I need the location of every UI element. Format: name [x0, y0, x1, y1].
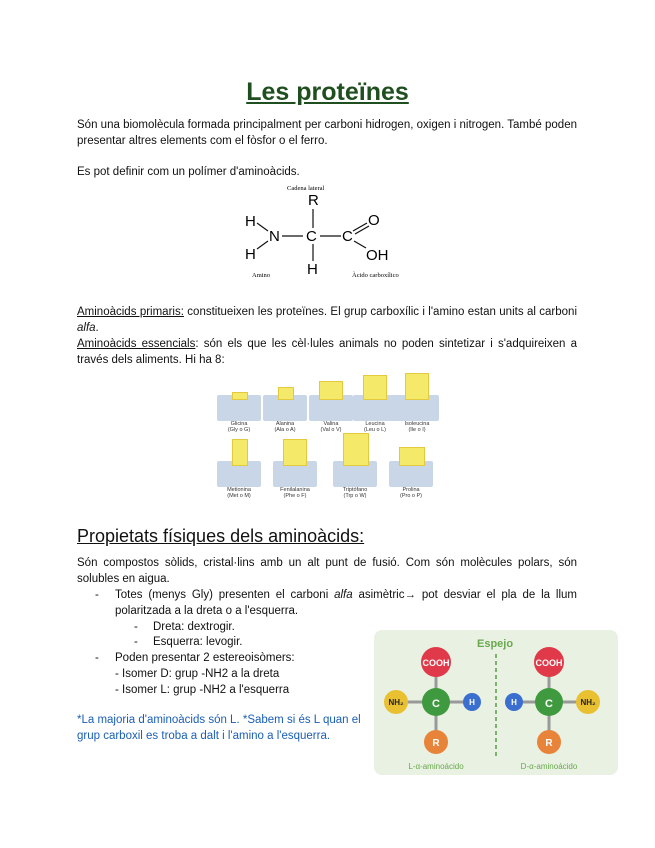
amino-acid-card: Isoleucina (Ile o I): [395, 395, 439, 433]
bullet-dash: -: [95, 589, 99, 601]
svg-text:R: R: [545, 738, 553, 749]
l-label: L-α-aminoácido: [408, 762, 464, 771]
amino-acid-card: Triptófano (Trp o W): [333, 461, 377, 499]
svg-text:C: C: [432, 698, 440, 710]
amino-acid-card: Valina (Val o V): [309, 395, 353, 433]
bullet-asymmetric: Totes (menys Gly) presenten el carboni alfa asimètric→ pot desviar el pla de la llum polaritzada a la dreta o a l'esquerra.: [115, 589, 577, 617]
essential-term: Aminoàcids essencials: [77, 338, 196, 350]
note-text: *La majoria d'aminoàcids són L. *Sabem si és L quan el grup carboxil es troba a dalt i l'amino a l'esquerra.: [77, 714, 361, 742]
isomer-l: - Isomer L: grup -NH2 a l'esquerra: [115, 684, 290, 696]
atom-h-top: H: [245, 213, 256, 230]
primary-alfa: alfa: [77, 322, 96, 334]
amino-acid-card: Prolina (Pro o P): [389, 461, 433, 499]
side-chain-label: Cadena lateral: [287, 185, 325, 192]
intro-paragraph: Són una biomolècula formada principalment per carboni hidrogen, oxigen i nitrogen. També poden presentar altres elements com el fòsfor o el ferro.: [77, 119, 577, 147]
svg-text:C: C: [545, 698, 553, 710]
atom-oh: OH: [366, 247, 389, 264]
atom-c-carboxyl: C: [342, 228, 353, 245]
sub-bullet-dextro: Dreta: dextrogir.: [153, 621, 235, 633]
intro-definition: Es pot definir com un polímer d'aminoàcids.: [77, 166, 300, 178]
bullet-stereoisomers: Poden presentar 2 estereoisòmers:: [115, 652, 295, 664]
primary-text: constitueixen les proteïnes. El grup carboxílic i l'amino estan units al carboni: [183, 306, 578, 318]
svg-text:H: H: [469, 698, 475, 707]
atom-h-bottom: H: [245, 246, 256, 263]
mirror-enantiomers-figure: [374, 630, 618, 775]
svg-text:R: R: [432, 738, 440, 749]
atom-r: R: [308, 192, 319, 209]
amino-acid-card: Glicina (Gly o G): [217, 395, 261, 433]
svg-text:COOH: COOH: [422, 658, 450, 668]
essential-text: : són els que les cèl·lules animals no poden sintetizar i s'adquireixen a través dels aliments. Hi ha 8:: [77, 338, 577, 366]
atom-c-alpha: C: [306, 228, 317, 245]
essential-amino-acids-figure: [207, 373, 439, 501]
amino-acid-card: Leucina (Leu o L): [353, 395, 397, 433]
amino-label: Amino: [252, 272, 271, 279]
page-title: Les proteïnes: [246, 78, 409, 106]
primary-definition: Aminoàcids primaris: constitueixen les proteïnes. El grup carboxílic i l'amino estan units al carboni alfa.: [77, 306, 578, 334]
amino-acid-structure: [235, 181, 415, 281]
atom-o: O: [368, 212, 380, 229]
isomer-d: - Isomer D: grup -NH2 a la dreta: [115, 668, 280, 680]
svg-text:H: H: [511, 698, 517, 707]
atom-n: N: [269, 228, 280, 245]
atom-h-alpha: H: [307, 261, 318, 278]
svg-text:NH₂: NH₂: [388, 698, 404, 707]
carboxyl-label: Àcido carboxílico: [352, 272, 399, 279]
svg-text:COOH: COOH: [535, 658, 563, 668]
essential-definition: [77, 336, 577, 368]
svg-text:NH₂: NH₂: [580, 698, 596, 707]
d-label: D-α-aminoácido: [520, 762, 578, 771]
primary-term: Aminoàcids primaris:: [77, 306, 184, 318]
section-heading: Propietats físiques dels aminoàcids:: [77, 526, 365, 546]
amino-acid-card: Metionina (Met o M): [217, 461, 261, 499]
mirror-title: Espejo: [477, 638, 514, 650]
amino-acid-card: Alanina (Ala o A): [263, 395, 307, 433]
properties-paragraph: Són compostos sòlids, cristal·lins amb un alt punt de fusió. Com són molècules polars, són solubles en aigua.: [77, 557, 577, 585]
sub-bullet-levo: Esquerra: levogir.: [153, 636, 243, 648]
amino-acid-card: Fenilalanina (Phe o F): [273, 461, 317, 499]
